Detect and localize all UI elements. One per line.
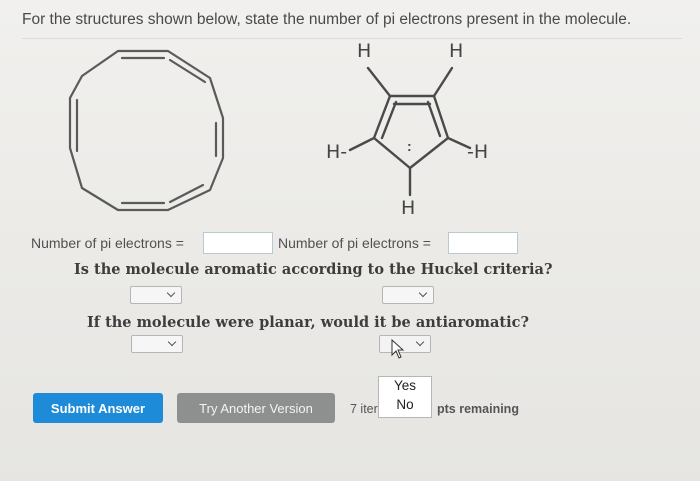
chevron-down-icon xyxy=(419,289,427,297)
left-pi-label: Number of pi electrons = xyxy=(31,235,184,251)
chevron-down-icon xyxy=(168,338,176,346)
bond-top-left-h xyxy=(368,68,390,96)
chevron-down-icon xyxy=(416,338,424,346)
attempts-text-right: pts remaining xyxy=(437,402,519,416)
aromatic-question: Is the molecule aromatic according to the Huckel criteria? xyxy=(74,261,553,278)
submit-answer-button[interactable]: Submit Answer xyxy=(33,393,163,423)
chevron-down-icon xyxy=(167,289,175,297)
dropdown-option-yes[interactable]: Yes xyxy=(393,378,417,393)
mouse-cursor-icon xyxy=(391,339,405,359)
antiaromatic-dropdown-list[interactable] xyxy=(378,376,432,418)
left-aromatic-select[interactable] xyxy=(130,286,182,304)
antiaromatic-question: If the molecule were planar, would it be antiaromatic? xyxy=(87,314,529,331)
double-bond xyxy=(382,102,396,138)
double-bond xyxy=(170,185,203,202)
atom-h-top-left: H xyxy=(357,40,372,62)
bond-left-h xyxy=(350,138,374,150)
atom-h-bottom: H xyxy=(401,197,416,219)
dropdown-option-no[interactable]: No xyxy=(396,397,414,412)
lone-pair-dots: : xyxy=(407,138,412,154)
instruction-text: For the structures shown below, state the number of pi electrons present in the molecule. xyxy=(22,11,632,28)
atom-h-left: H- xyxy=(326,141,348,163)
bond-top-right-h xyxy=(434,68,452,96)
right-aromatic-select[interactable] xyxy=(382,286,434,304)
right-pi-label: Number of pi electrons = xyxy=(278,235,431,251)
attempts-text-left: 7 iter xyxy=(350,402,378,416)
atom-h-top-right: H xyxy=(449,40,464,62)
left-pi-input[interactable] xyxy=(203,232,273,254)
atom-h-right: -H xyxy=(467,141,489,163)
try-another-version-button[interactable]: Try Another Version xyxy=(177,393,335,423)
right-pi-input[interactable] xyxy=(448,232,518,254)
cyclododecahexaene-structure xyxy=(60,48,235,213)
cyclopentadienyl-structure xyxy=(320,60,500,210)
left-antiaromatic-select[interactable] xyxy=(131,335,183,353)
right-antiaromatic-select[interactable] xyxy=(379,335,431,353)
header-divider xyxy=(22,38,682,39)
